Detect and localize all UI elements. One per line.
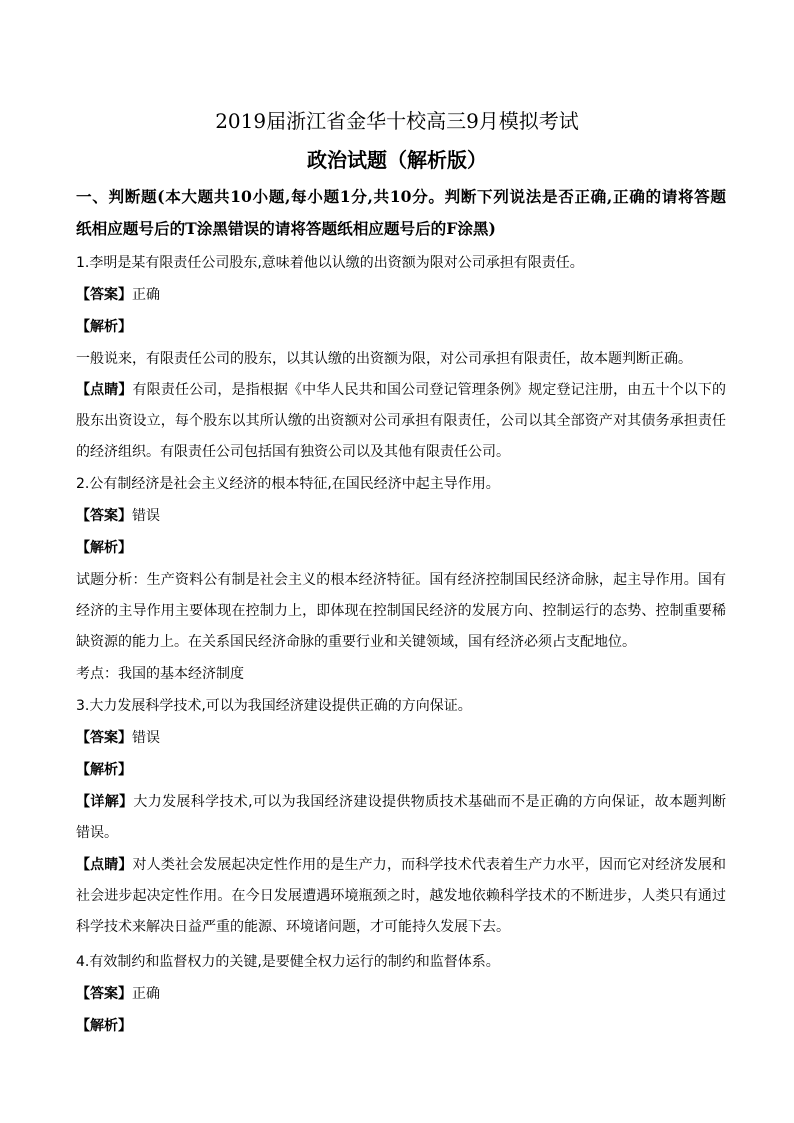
q1-answer-row <box>76 285 726 305</box>
comment-label: 【点睛】 <box>76 857 133 873</box>
answer-label: 【答案】 <box>76 508 132 524</box>
q4-answer-row <box>76 984 726 1004</box>
q2-point: 考点：我国的基本经济制度 <box>76 666 244 682</box>
q2-analysis-line-2: 经济的主导作用主要体现在控制力上，即体现在控制国民经济的发展方向、控制运行的态势、控制重要稀 <box>76 603 726 619</box>
document-subtitle: 政治试题（解析版） <box>307 148 487 172</box>
q3-comment-line-1 <box>76 855 726 875</box>
answer-label: 【答案】 <box>76 986 132 1002</box>
q1-comment-line-3: 的经济组织。有限责任公司包括国有独资公司以及其他有限责任公司。 <box>76 444 510 460</box>
answer-label: 【答案】 <box>76 730 132 746</box>
q2-analysis-line-1: 试题分析：生产资料公有制是社会主义的根本经济特征。国有经济控制国民经济命脉，起主导作用。国有 <box>76 572 726 588</box>
q4-analysis-label: 【解析】 <box>76 1018 132 1034</box>
section-heading-line-2: 纸相应题号后的T涂黑错误的请将答题纸相应题号后的F涂黑) <box>76 219 496 238</box>
question-2: 2.公有制经济是社会主义经济的根本特征,在国民经济中起主导作用。 <box>76 476 500 492</box>
q3-detail-line-2: 错误。 <box>76 825 118 841</box>
q2-answer-value: 错误 <box>132 508 160 524</box>
section-heading-line-1: 一、判断题(本大题共10小题,每小题1分,共10分。判断下列说法是否正确,正确的请将答题 <box>76 187 726 206</box>
q4-answer-value: 正确 <box>132 986 160 1002</box>
q3-answer-row <box>76 728 726 748</box>
q2-analysis-label: 【解析】 <box>76 540 132 556</box>
q2-answer-row <box>76 506 726 526</box>
q1-comment-line-1 <box>76 380 726 400</box>
document-title: 2019届浙江省金华十校高三9月模拟考试 <box>215 109 579 133</box>
detail-label: 【详解】 <box>76 794 134 810</box>
question-4: 4.有效制约和监督权力的关键,是要健全权力运行的制约和监督体系。 <box>76 954 500 970</box>
q1-analysis-text: 一般说来，有限责任公司的股东，以其认缴的出资额为限，对公司承担有限责任，故本题判断正确。 <box>76 351 692 367</box>
q1-analysis-label: 【解析】 <box>76 319 132 335</box>
q2-analysis-line-3: 缺资源的能力上。在关系国民经济命脉的重要行业和关键领域，国有经济必须占支配地位。 <box>76 634 636 650</box>
q3-analysis-label: 【解析】 <box>76 762 132 778</box>
q1-answer-value: 正确 <box>132 287 160 303</box>
q3-detail-line-1 <box>76 792 726 812</box>
q3-comment-line-3: 科学技术来解决日益严重的能源、环境诸问题，才可能持久发展下去。 <box>76 919 510 935</box>
q3-answer-value: 错误 <box>132 730 160 746</box>
q3-detail-text-1: 大力发展科学技术,可以为我国经济建设提供物质技术基础而不是正确的方向保证，故本题判断 <box>133 794 727 810</box>
q3-comment-text-1: 对人类社会发展起决定性作用的是生产力，而科学技术代表着生产力水平，因而它对经济发展和 <box>132 857 727 873</box>
q1-comment-text-1: 有限责任公司，是指根据《中华人民共和国公司登记管理条例》规定登记注册，由五十个以下的 <box>132 382 727 398</box>
question-3: 3.大力发展科学技术,可以为我国经济建设提供正确的方向保证。 <box>76 698 472 714</box>
q3-comment-line-2: 社会进步起决定性作用。在今日发展遭遇环境瓶颈之时，越发地依赖科学技术的不断进步，人类只有通过 <box>76 888 726 904</box>
answer-label: 【答案】 <box>76 287 132 303</box>
q1-comment-line-2: 股东出资设立，每个股东以其所认缴的出资额对公司承担有限责任，公司以其全部资产对其债务承担责任 <box>76 413 726 429</box>
comment-label: 【点睛】 <box>76 382 133 398</box>
question-1: 1.李明是某有限责任公司股东,意味着他以认缴的出资额为限对公司承担有限责任。 <box>76 255 584 271</box>
